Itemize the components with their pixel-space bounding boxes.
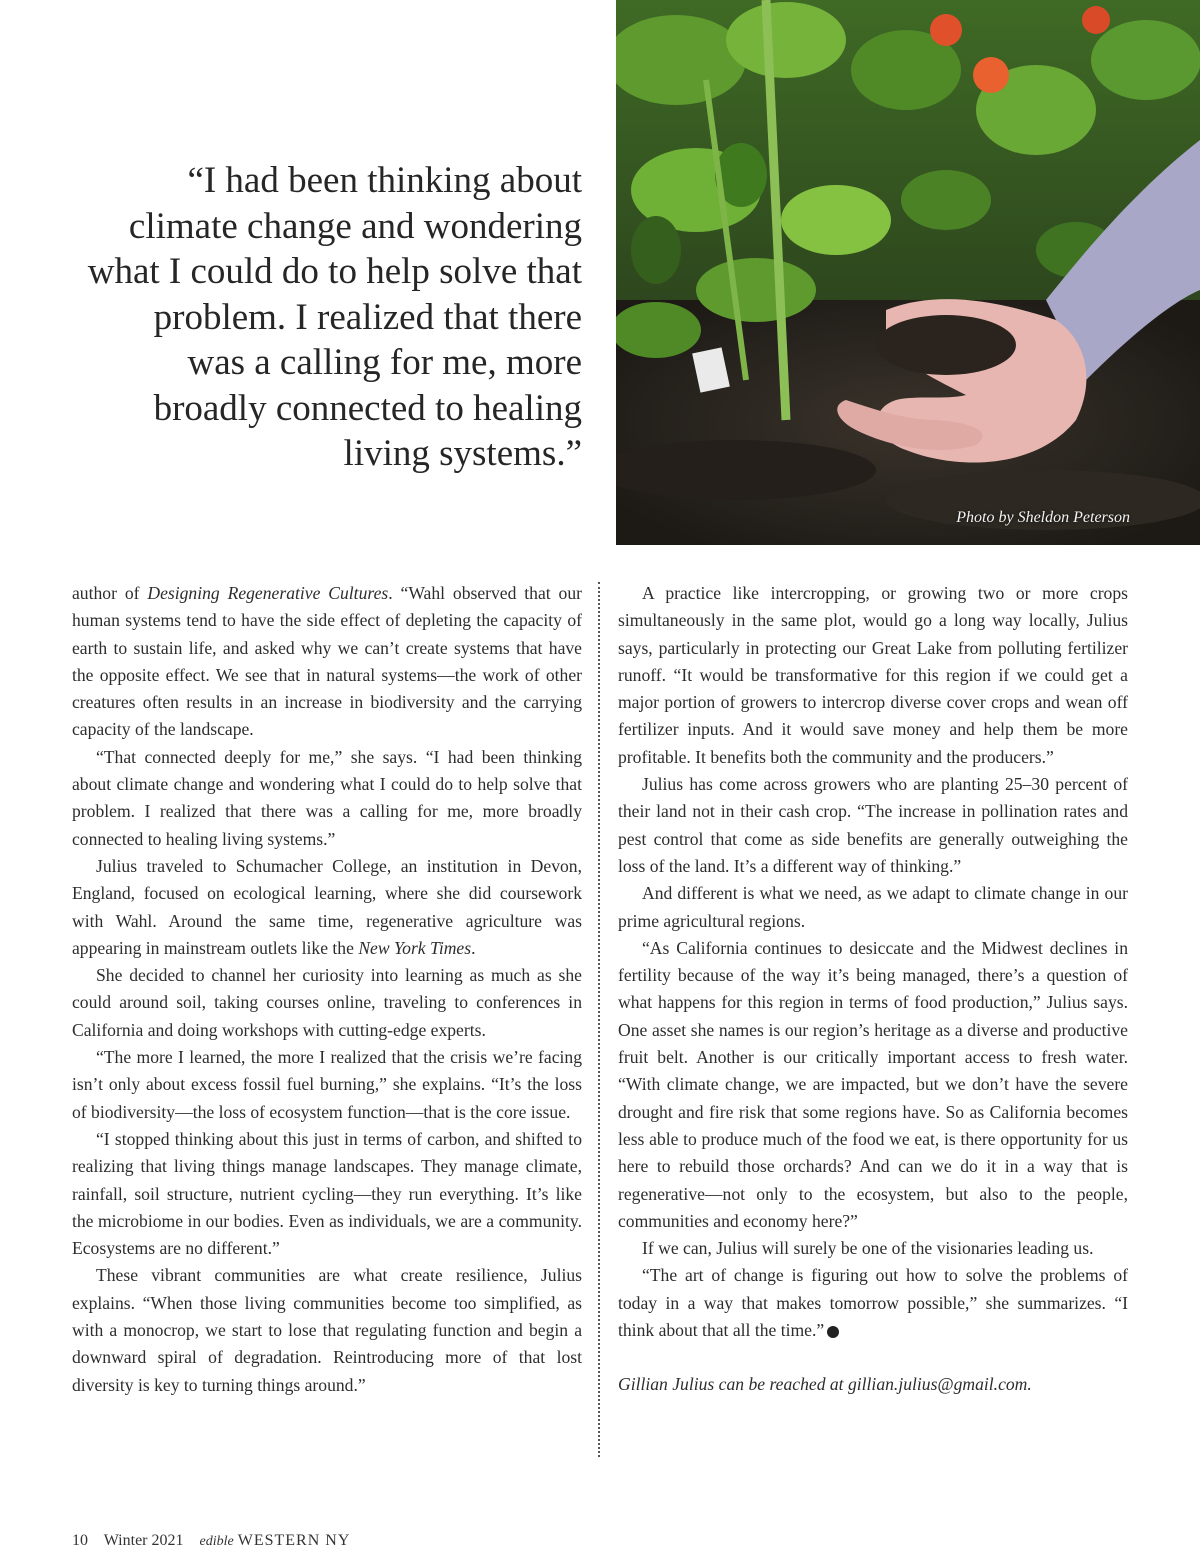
brand-name: WESTERN NY [237,1532,351,1549]
paragraph: And different is what we need, as we adapt to climate change in our prime agricultural regions. [618,883,1128,931]
garden-photo [616,0,1200,545]
paragraph: “I stopped thinking about this just in terms of carbon, and shifted to realizing that living things manage landscapes. They manage climate, rainfall, soil structure, nutrient cycling—they run everything. It’s like the microbiome in our bodies. Even as individuals, we are a community. Ecosystems are no different.” [72,1128,582,1259]
paragraph [72,580,582,744]
garden-photo-illustration [616,0,1200,545]
pull-quote-line: what I could do to help solve that [87,251,582,292]
column-divider [598,582,600,1457]
pull-quote-line: problem. I realized that there [153,296,582,338]
pull-quote-line: living systems.” [343,433,582,474]
brand-edible: edible [199,1534,234,1549]
pull-quote [60,158,582,477]
photo-credit: Photo by Sheldon Peterson [956,509,1130,526]
paragraph: She decided to channel her curiosity into learning as much as she could around soil, taking courses online, traveling to conferences in California and doing workshops with cutting-edge experts. [72,965,582,1040]
contact-line: Gillian Julius can be reached at gillian.julius@gmail.com. [618,1374,1032,1395]
paragraph: These vibrant communities are what create resilience, Julius explains. “When those living communities become too simplified, as with a monocrop, we start to lose that regulating function and begin a downward spiral of degradation. Reintroducing more of that lost diversity is key to turning things around.” [72,1265,582,1395]
text-run: Julius traveled to Schumacher College, an institution in Devon, England, focused on ecological learning, where she did coursework with Wahl. Around the same time, regenerative agriculture was appearing in mainstream outlets like the [72,855,582,958]
paragraph: “As California continues to desiccate and the Midwest declines in fertility because of the way it’s being managed, there’s a question of what happens for this region in terms of food production,” Julius says. One asset she names is our region’s heritage as a diverse and productive fruit belt. Another is our critically important access to fresh water. “With climate change, we are impacted, but we don’t have the severe drought and fire risk that some regions have. So as California becomes less able to produce much of the food we eat, is there opportunity for us here to rebuild those orchards? And can we do it in a way that is regenerative—not only to the ecosystem, but also to the people, communities and economy here?” [618,937,1128,1231]
pull-quote-line: was a calling for me, more [187,342,582,383]
right-column [618,580,1128,1399]
pull-quote-line: broadly connected to healing [153,387,582,429]
page-footer [72,1532,350,1550]
left-column [72,580,582,1399]
paragraph [618,1262,1128,1344]
paragraph: Julius has come across growers who are planting 25–30 percent of their land not in their cash crop. “The increase in pollination rates and pest control that come as side benefits are generally outweighing the loss of the land. It’s a different way of thinking.” [618,774,1128,876]
end-mark-icon [827,1326,839,1338]
pull-quote-line: “I had been thinking about [187,160,582,201]
paragraph: “That connected deeply for me,” she says. “I had been thinking about climate change and wondering what I could do to help solve that problem. I realized that there was a calling for me, more broadly connected to healing living systems.” [72,746,582,849]
paragraph: “The more I learned, the more I realized that the crisis we’re facing isn’t only about excess fossil fuel burning,” she explains. “It’s the loss of biodiversity—the loss of ecosystem function—that is the core issue. [72,1047,582,1122]
text-run: . “Wahl observed that our human systems tend to have the side effect of depleting the capacity of earth to sustain life, and asked why we can’t create systems that have the opposite effect. We see that in natural systems—the work of other creatures often results in an increase in biodiversity and the carrying capacity of the landscape. [72,583,583,740]
issue-date: Winter 2021 [103,1532,184,1549]
text-run: . [471,937,476,958]
pull-quote-line: climate change and wondering [128,205,582,247]
paragraph: If we can, Julius will surely be one of the visionaries leading us. [642,1238,1094,1259]
page-number: 10 [72,1532,88,1549]
paragraph [72,853,582,962]
text-run: “The art of change is figuring out how to solve the problems of today in a way that makes tomorrow possible,” she summarizes. “I think about that all the time.” [618,1265,1128,1341]
paragraph: A practice like intercropping, or growing two or more crops simultaneously in the same plot, would go a long way locally, Julius says, particularly in protecting our Great Lake from polluting fertilizer runoff. “It would be transformative for this region if we could get a major portion of growers to intercrop diverse cover crops and wean off fertilizer inputs. And it would save money and help them be more profitable. It benefits both the community and the producers.” [618,583,1128,767]
book-title: Designing Regenerative Cultures [147,583,389,603]
text-run: author of [72,583,148,603]
publication-title: New York Times [358,937,472,958]
